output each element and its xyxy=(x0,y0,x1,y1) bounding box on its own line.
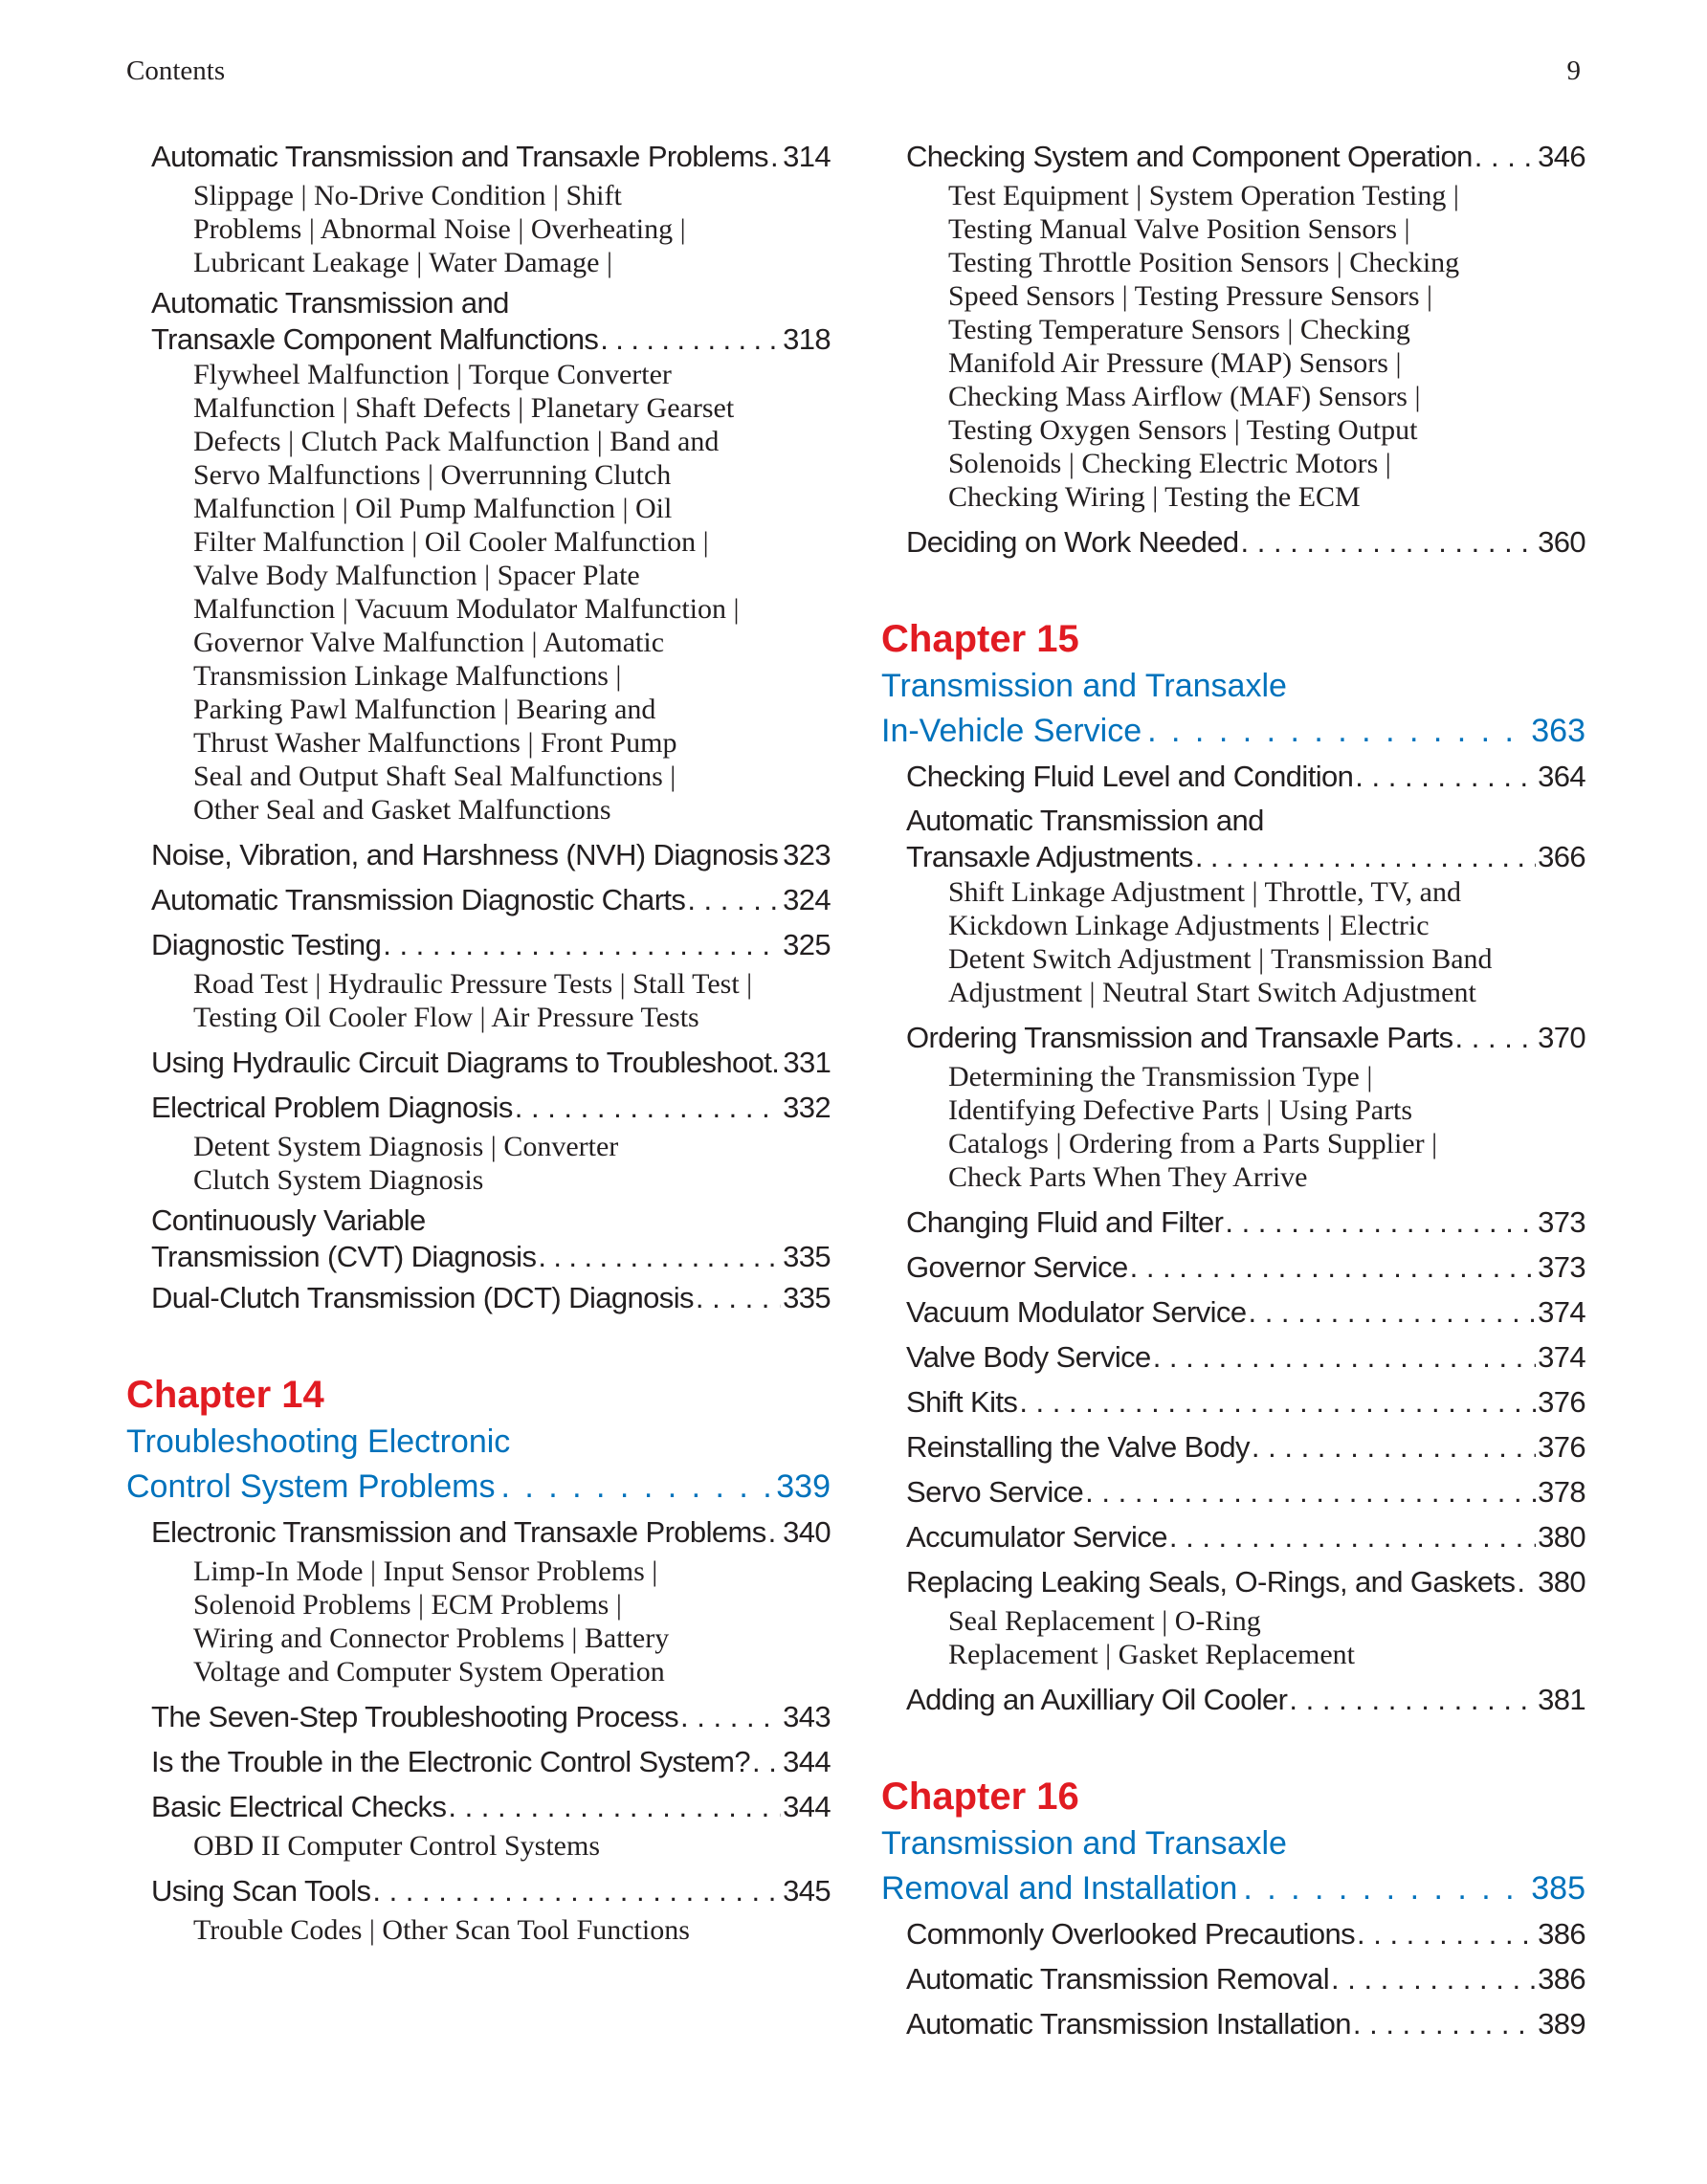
toc-entry-title: Electrical Problem Diagnosis xyxy=(151,1091,513,1124)
toc-entry[interactable] xyxy=(906,1379,1585,1424)
toc-entry[interactable] xyxy=(151,285,831,358)
toc-entry-page: 376 xyxy=(1538,1385,1585,1419)
subtopic-line: Replacement | Gasket Replacement xyxy=(948,1639,1355,1670)
toc-entry-title: Adding an Auxilliary Oil Cooler xyxy=(906,1683,1288,1716)
toc-entry-page: 360 xyxy=(1538,525,1585,559)
toc-entry-page: 314 xyxy=(783,140,831,173)
leader-dots xyxy=(680,1694,781,1739)
subtopic-line: Governor Valve Malfunction | Automatic xyxy=(193,627,665,658)
leader-dots xyxy=(1147,709,1525,754)
toc-entry-page: 344 xyxy=(783,1790,831,1823)
toc-entry-title: Basic Electrical Checks xyxy=(151,1790,447,1823)
toc-entry-title: Valve Body Service xyxy=(906,1340,1151,1374)
subtopic-line: Flywheel Malfunction | Torque Converter xyxy=(193,359,672,390)
toc-entry-page: 373 xyxy=(1538,1205,1585,1239)
leader-dots xyxy=(696,1275,781,1320)
subtopic-line: Adjustment | Neutral Start Switch Adjustment xyxy=(948,977,1476,1008)
toc-entry[interactable] xyxy=(906,803,1585,875)
chapter-page: 339 xyxy=(776,1468,831,1505)
leader-dots xyxy=(1243,1866,1525,1911)
leader-dots xyxy=(1195,839,1536,875)
leader-dots xyxy=(538,1239,781,1275)
toc-entry-page: 373 xyxy=(1538,1250,1585,1284)
toc-entry-title: Transmission (CVT) Diagnosis xyxy=(151,1240,537,1273)
subtopic-line: Solenoid Problems | ECM Problems | xyxy=(193,1589,622,1621)
page-number: 9 xyxy=(1566,55,1581,86)
subtopic-line: Manifold Air Pressure (MAP) Sensors | xyxy=(948,347,1402,379)
toc-entry-page: 380 xyxy=(1538,1520,1585,1554)
subtopic-line: Catalogs | Ordering from a Parts Supplier | xyxy=(948,1128,1438,1159)
subtopic-line: Testing Oxygen Sensors | Testing Output xyxy=(948,414,1418,446)
toc-right-column xyxy=(881,134,1585,2046)
toc-entry-title: Automatic Transmission Installation xyxy=(906,2007,1351,2041)
subtopic-line: Solenoids | Checking Electric Motors | xyxy=(948,448,1391,479)
toc-entry[interactable] xyxy=(151,1739,831,1784)
subtopic-line: Speed Sensors | Testing Pressure Sensors | xyxy=(948,280,1433,312)
toc-entry-page: 344 xyxy=(783,1745,831,1778)
toc-entry[interactable] xyxy=(906,1015,1585,1060)
toc-entry-title: Dual-Clutch Transmission (DCT) Diagnosis xyxy=(151,1281,694,1314)
leader-dots xyxy=(1248,1290,1536,1335)
toc-entry[interactable] xyxy=(906,1200,1585,1245)
subtopic-line: Testing Oil Cooler Flow | Air Pressure Tests xyxy=(193,1002,699,1033)
subtopic-line: Voltage and Computer System Operation xyxy=(193,1656,665,1688)
toc-entry[interactable] xyxy=(906,1469,1585,1514)
toc-entry-title: Vacuum Modulator Service xyxy=(906,1295,1247,1329)
toc-entry-title: Automatic Transmission Diagnostic Charts xyxy=(151,883,686,916)
toc-entry-title: The Seven-Step Troubleshooting Process xyxy=(151,1700,679,1733)
chapter-title-line2[interactable] xyxy=(881,1866,1585,1911)
toc-entry[interactable] xyxy=(906,1424,1585,1469)
leader-dots xyxy=(1289,1677,1536,1722)
toc-subtopics xyxy=(948,1604,1585,1671)
toc-entry-title: Checking Fluid Level and Condition xyxy=(906,760,1354,793)
chapter-title-line2[interactable] xyxy=(881,709,1585,754)
chapter-page: 363 xyxy=(1531,713,1585,749)
subtopic-line: Determining the Transmission Type | xyxy=(948,1061,1373,1092)
toc-subtopics xyxy=(193,967,831,1034)
toc-entry-title-line1: Automatic Transmission and xyxy=(151,286,509,320)
toc-entry-page: 318 xyxy=(783,322,831,356)
subtopic-line: Malfunction | Vacuum Modulator Malfunction | xyxy=(193,593,740,625)
toc-entry[interactable] xyxy=(151,1694,831,1739)
toc-entry-title: Accumulator Service xyxy=(906,1520,1167,1554)
toc-entry-title: Reinstalling the Valve Body xyxy=(906,1430,1250,1464)
toc-entry-page: 374 xyxy=(1538,1295,1585,1329)
subtopic-line: Defects | Clutch Pack Malfunction | Band and xyxy=(193,426,720,457)
subtopic-line: OBD II Computer Control Systems xyxy=(193,1830,600,1862)
subtopic-line: Malfunction | Oil Pump Malfunction | Oil xyxy=(193,493,673,524)
toc-entry-page: 343 xyxy=(783,1700,831,1733)
toc-entry-title: Is the Trouble in the Electronic Control System? xyxy=(151,1745,750,1778)
toc-entry-title: Electronic Transmission and Transaxle Problems xyxy=(151,1515,766,1549)
toc-entry[interactable] xyxy=(906,1290,1585,1335)
toc-entry-page: 381 xyxy=(1538,1683,1585,1716)
subtopic-line: Transmission Linkage Malfunctions | xyxy=(193,660,622,692)
toc-entry-title: Ordering Transmission and Transaxle Parts xyxy=(906,1021,1453,1054)
toc-entry-title: Changing Fluid and Filter xyxy=(906,1205,1224,1239)
toc-entry-page: 370 xyxy=(1538,1021,1585,1054)
toc-entry-page: 335 xyxy=(783,1240,831,1273)
toc-entry-title: Using Hydraulic Circuit Diagrams to Troubleshoot. xyxy=(151,1046,780,1079)
running-header xyxy=(126,55,1581,94)
leader-dots xyxy=(1355,754,1536,799)
subtopic-line: Checking Wiring | Testing the ECM xyxy=(948,481,1361,513)
leader-dots xyxy=(1474,134,1536,179)
toc-entry-title: Transaxle Adjustments xyxy=(906,840,1193,873)
toc-subtopics xyxy=(948,875,1585,1009)
leader-dots xyxy=(600,321,781,358)
toc-entry[interactable] xyxy=(906,519,1585,564)
toc-entry-title: Replacing Leaking Seals, O-Rings, and Gaskets xyxy=(906,1565,1516,1599)
leader-dots xyxy=(372,1868,781,1913)
running-header-section: Contents xyxy=(126,55,226,86)
leader-dots xyxy=(1331,1956,1536,2001)
toc-entry[interactable] xyxy=(906,754,1585,799)
toc-entry[interactable] xyxy=(906,1956,1585,2001)
leader-dots xyxy=(500,1465,770,1510)
toc-entry-page: 374 xyxy=(1538,1340,1585,1374)
leader-dots xyxy=(383,922,781,967)
leader-dots xyxy=(1455,1015,1537,1060)
chapter-title[interactable]: Troubleshooting Electronic xyxy=(126,1423,511,1460)
toc-entry-title: Transaxle Component Malfunctions xyxy=(151,322,599,356)
chapter-number: Chapter 14 xyxy=(126,1374,324,1416)
toc-entry-page: 323 xyxy=(783,838,831,871)
toc-entry-page: 332 xyxy=(783,1091,831,1124)
leader-dots xyxy=(1517,1559,1536,1604)
subtopic-line: Lubricant Leakage | Water Damage | xyxy=(193,247,612,278)
toc-entry[interactable] xyxy=(151,1784,831,1829)
toc-entry-title: Deciding on Work Needed xyxy=(906,525,1239,559)
leader-dots xyxy=(1085,1469,1536,1514)
toc-subtopics xyxy=(193,1130,831,1197)
toc-subtopics xyxy=(948,1060,1585,1194)
toc-entry[interactable] xyxy=(906,134,1585,179)
toc-entry-page: 378 xyxy=(1538,1475,1585,1509)
toc-entry-page: 389 xyxy=(1538,2007,1585,2041)
toc-subtopics xyxy=(193,179,831,279)
toc-entry-page: 380 xyxy=(1538,1565,1585,1599)
toc-entry[interactable] xyxy=(906,1677,1585,1722)
toc-entry-title-line1: Automatic Transmission and xyxy=(906,804,1264,837)
toc-entry[interactable] xyxy=(906,1911,1585,1956)
subtopic-line: Road Test | Hydraulic Pressure Tests | Stall Test | xyxy=(193,968,753,1000)
toc-entry[interactable] xyxy=(151,832,831,877)
toc-entry-page: 340 xyxy=(783,1515,831,1549)
subtopic-line: Servo Malfunctions | Overrunning Clutch xyxy=(193,459,672,491)
toc-entry-title: Servo Service xyxy=(906,1475,1084,1509)
toc-entry[interactable] xyxy=(151,922,831,967)
leader-dots xyxy=(1357,1911,1536,1956)
toc-entry-page: 346 xyxy=(1538,140,1585,173)
chapter-number: Chapter 16 xyxy=(881,1776,1079,1818)
chapter-title[interactable]: Transmission and Transaxle xyxy=(881,668,1287,704)
toc-entry-title-line1: Continuously Variable xyxy=(151,1203,426,1237)
leader-dots xyxy=(1169,1514,1536,1559)
toc-subtopics xyxy=(193,1829,831,1863)
toc-subtopics xyxy=(193,358,831,827)
toc-entry-title: Automatic Transmission Removal xyxy=(906,1962,1329,1996)
leader-dots xyxy=(448,1784,781,1829)
toc-entry-title: Commonly Overlooked Precautions xyxy=(906,1917,1355,1951)
leader-dots xyxy=(1225,1200,1536,1245)
toc-entry[interactable] xyxy=(151,1868,831,1913)
toc-entry[interactable] xyxy=(906,1514,1585,1559)
toc-entry[interactable] xyxy=(906,1245,1585,1290)
leader-dots xyxy=(1353,2001,1536,2046)
toc-entry-page: 364 xyxy=(1538,760,1585,793)
subtopic-line: Detent System Diagnosis | Converter xyxy=(193,1131,619,1162)
subtopic-line: Problems | Abnormal Noise | Overheating | xyxy=(193,213,686,245)
subtopic-line: Kickdown Linkage Adjustments | Electric xyxy=(948,910,1430,941)
toc-entry-title: Governor Service xyxy=(906,1250,1128,1284)
subtopic-line: Detent Switch Adjustment | Transmission Band xyxy=(948,943,1493,975)
leader-dots xyxy=(1252,1424,1536,1469)
chapter-title-text: In-Vehicle Service xyxy=(881,713,1142,749)
subtopic-line: Clutch System Diagnosis xyxy=(193,1164,484,1196)
toc-subtopics xyxy=(193,1913,831,1947)
subtopic-line: Testing Throttle Position Sensors | Checking xyxy=(948,247,1460,278)
chapter-title-line2[interactable] xyxy=(126,1465,831,1510)
subtopic-line: Checking Mass Airflow (MAF) Sensors | xyxy=(948,381,1421,412)
toc-entry-title: Shift Kits xyxy=(906,1385,1018,1419)
toc-entry-title: Checking System and Component Operation xyxy=(906,140,1473,173)
toc-entry[interactable] xyxy=(906,1559,1585,1604)
toc-entry-page: 366 xyxy=(1538,840,1585,873)
chapter-title[interactable]: Transmission and Transaxle xyxy=(881,1825,1287,1862)
subtopic-line: Valve Body Malfunction | Spacer Plate xyxy=(193,560,640,591)
subtopic-line: Malfunction | Shaft Defects | Planetary Gearset xyxy=(193,392,735,424)
leader-dots xyxy=(1019,1379,1536,1424)
subtopic-line: Identifying Defective Parts | Using Parts xyxy=(948,1094,1413,1126)
leader-dots xyxy=(1153,1335,1536,1379)
toc-entry-title: Noise, Vibration, and Harshness (NVH) Diagnosis xyxy=(151,838,779,871)
toc-entry[interactable] xyxy=(151,134,831,179)
subtopic-line: Seal and Output Shaft Seal Malfunctions | xyxy=(193,761,676,792)
subtopic-line: Trouble Codes | Other Scan Tool Functions xyxy=(193,1914,690,1946)
toc-entry-page: 386 xyxy=(1538,1917,1585,1951)
toc-subtopics xyxy=(948,179,1585,514)
toc-entry[interactable] xyxy=(151,1202,831,1275)
toc-entry-page: 386 xyxy=(1538,1962,1585,1996)
subtopic-line: Parking Pawl Malfunction | Bearing and xyxy=(193,694,656,725)
toc-entry-title: Using Scan Tools xyxy=(151,1874,371,1908)
toc-left-column xyxy=(126,134,831,1952)
toc-entry[interactable] xyxy=(151,1510,831,1555)
subtopic-line: Testing Temperature Sensors | Checking xyxy=(948,314,1410,345)
toc-entry[interactable] xyxy=(906,1335,1585,1379)
toc-entry-page: 324 xyxy=(783,883,831,916)
leader-dots xyxy=(1130,1245,1536,1290)
toc-entry-page: 325 xyxy=(783,928,831,961)
toc-entry[interactable] xyxy=(151,877,831,922)
toc-entry[interactable] xyxy=(906,2001,1585,2046)
toc-entry-page: 331 xyxy=(783,1046,831,1079)
subtopic-line: Seal Replacement | O-Ring xyxy=(948,1605,1261,1637)
subtopic-line: Other Seal and Gasket Malfunctions xyxy=(193,794,611,826)
subtopic-line: Testing Manual Valve Position Sensors | xyxy=(948,213,1410,245)
toc-entry-page: 376 xyxy=(1538,1430,1585,1464)
toc-entry-title: Diagnostic Testing xyxy=(151,928,382,961)
leader-dots xyxy=(1241,519,1537,564)
subtopic-line: Shift Linkage Adjustment | Throttle, TV, and xyxy=(948,876,1461,908)
leader-dots xyxy=(768,1510,781,1555)
subtopic-line: Wiring and Connector Problems | Battery xyxy=(193,1622,670,1654)
subtopic-line: Check Parts When They Arrive xyxy=(948,1161,1308,1193)
toc-entry-page: 335 xyxy=(783,1281,831,1314)
leader-dots xyxy=(515,1085,781,1130)
toc-subtopics xyxy=(193,1555,831,1688)
leader-dots xyxy=(687,877,781,922)
toc-entry[interactable] xyxy=(151,1275,831,1320)
subtopic-line: Slippage | No-Drive Condition | Shift xyxy=(193,180,622,211)
toc-entry-page: 345 xyxy=(783,1874,831,1908)
chapter-page: 385 xyxy=(1531,1870,1585,1907)
subtopic-line: Limp-In Mode | Input Sensor Problems | xyxy=(193,1555,658,1587)
leader-dots xyxy=(770,134,781,179)
subtopic-line: Test Equipment | System Operation Testing | xyxy=(948,180,1459,211)
toc-entry[interactable] xyxy=(151,1040,831,1085)
toc-entry-title: Automatic Transmission and Transaxle Problems xyxy=(151,140,768,173)
chapter-number: Chapter 15 xyxy=(881,618,1079,660)
subtopic-line: Thrust Washer Malfunctions | Front Pump xyxy=(193,727,677,759)
chapter-title-text: Removal and Installation xyxy=(881,1870,1238,1907)
leader-dots xyxy=(780,832,781,877)
leader-dots xyxy=(752,1739,781,1784)
toc-entry[interactable] xyxy=(151,1085,831,1130)
chapter-title-text: Control System Problems xyxy=(126,1468,496,1505)
subtopic-line: Filter Malfunction | Oil Cooler Malfunction | xyxy=(193,526,709,558)
